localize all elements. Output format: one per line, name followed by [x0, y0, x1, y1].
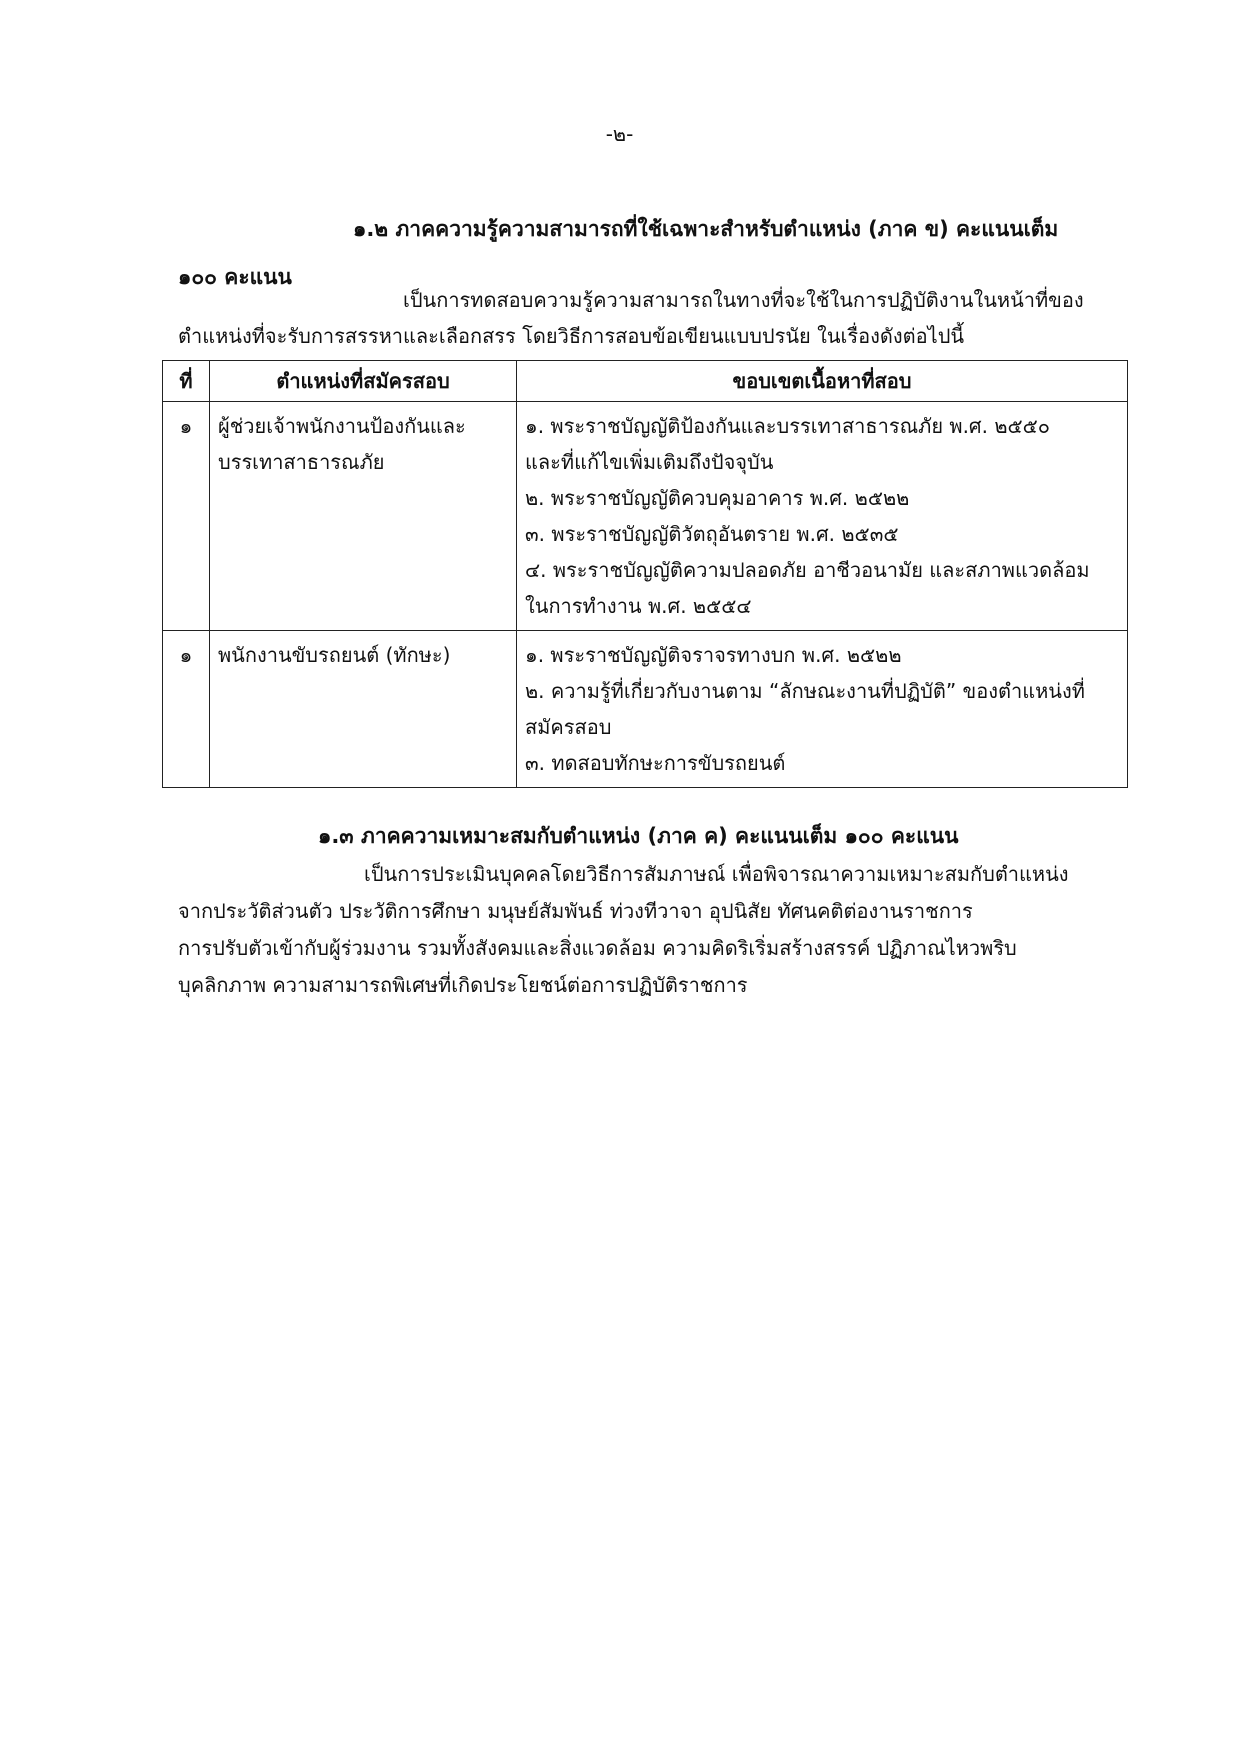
scope-line: ๓. พระราชบัญญัติวัตถุอันตราย พ.ศ. ๒๕๓๕	[525, 522, 899, 546]
paragraph-line: เป็นการประเมินบุคคลโดยวิธีการสัมภาษณ์ เพื่อพิจารณาความเหมาะสมกับตำแหน่ง	[364, 862, 1069, 886]
position-line: บรรเทาสาธารณภัย	[218, 450, 385, 474]
scope-line: ๒. พระราชบัญญัติควบคุมอาคาร พ.ศ. ๒๕๒๒	[525, 486, 910, 510]
scope-line: ๒. ความรู้ที่เกี่ยวกับงานตาม “ลักษณะงานที่ปฏิบัติ” ของตำแหน่งที่	[525, 679, 1085, 703]
scope-cell	[517, 631, 1128, 788]
table-row	[163, 631, 1128, 788]
page-number: -๒-	[605, 122, 634, 146]
header-no: ที่	[163, 361, 210, 402]
section-1-3-paragraph	[178, 856, 1128, 1004]
header-position: ตำแหน่งที่สมัครสอบ	[210, 361, 517, 402]
scope-line: ๑. พระราชบัญญัติจราจรทางบก พ.ศ. ๒๕๒๒	[525, 643, 902, 667]
paragraph-line: การปรับตัวเข้ากับผู้ร่วมงาน รวมทั้งสังคมและสิ่งแวดล้อม ความคิดริเริ่มสร้างสรรค์ ปฏิภาณไหวพริบ	[178, 936, 1017, 960]
scope-cell	[517, 402, 1128, 631]
table-header-row	[163, 361, 1128, 402]
scope-line: สมัครสอบ	[525, 715, 612, 739]
table-row	[163, 402, 1128, 631]
position-cell	[210, 631, 517, 788]
section-1-2-heading-line2: ๑๐๐ คะแนน	[178, 265, 292, 289]
paragraph-line: จากประวัติส่วนตัว ประวัติการศึกษา มนุษย์สัมพันธ์ ท่วงทีวาจา อุปนิสัย ทัศนคติต่องานราชการ	[178, 899, 973, 923]
row-number: ๑	[163, 402, 210, 631]
scope-line: ๑. พระราชบัญญัติป้องกันและบรรเทาสาธารณภัย พ.ศ. ๒๕๕๐	[525, 414, 1051, 438]
position-line: ผู้ช่วยเจ้าพนักงานป้องกันและ	[218, 414, 466, 438]
position-cell	[210, 402, 517, 631]
scope-line: ๓. ทดสอบทักษะการขับรถยนต์	[525, 751, 786, 775]
position-line: พนักงานขับรถยนต์ (ทักษะ)	[218, 643, 451, 667]
paragraph-line: เป็นการทดสอบความรู้ความสามารถในทางที่จะใช้ในการปฏิบัติงานในหน้าที่ของ	[403, 288, 1084, 312]
section-1-2-heading-line1: ๑.๒ ภาคความรู้ความสามารถที่ใช้เฉพาะสำหรับตำแหน่ง (ภาค ข) คะแนนเต็ม	[353, 217, 1059, 241]
header-scope: ขอบเขตเนื้อหาที่สอบ	[517, 361, 1128, 402]
exam-scope-table	[162, 360, 1128, 788]
row-number: ๑	[163, 631, 210, 788]
section-1-3-heading	[178, 820, 1128, 853]
scope-line: ในการทำงาน พ.ศ. ๒๕๕๔	[525, 594, 752, 618]
paragraph-line: ตำแหน่งที่จะรับการสรรหาและเลือกสรร โดยวิธีการสอบข้อเขียนแบบปรนัย ในเรื่องดังต่อไปนี้	[178, 324, 965, 348]
scope-line: ๔. พระราชบัญญัติความปลอดภัย อาชีวอนามัย และสภาพแวดล้อม	[525, 558, 1090, 582]
paragraph-line: บุคลิกภาพ ความสามารถพิเศษที่เกิดประโยชน์ต่อการปฏิบัติราชการ	[178, 973, 748, 997]
section-1-3-heading-line: ๑.๓ ภาคความเหมาะสมกับตำแหน่ง (ภาค ค) คะแนนเต็ม ๑๐๐ คะแนน	[318, 824, 959, 848]
scope-line: และที่แก้ไขเพิ่มเติมถึงปัจจุบัน	[525, 450, 774, 474]
section-1-2-paragraph	[178, 282, 1128, 354]
